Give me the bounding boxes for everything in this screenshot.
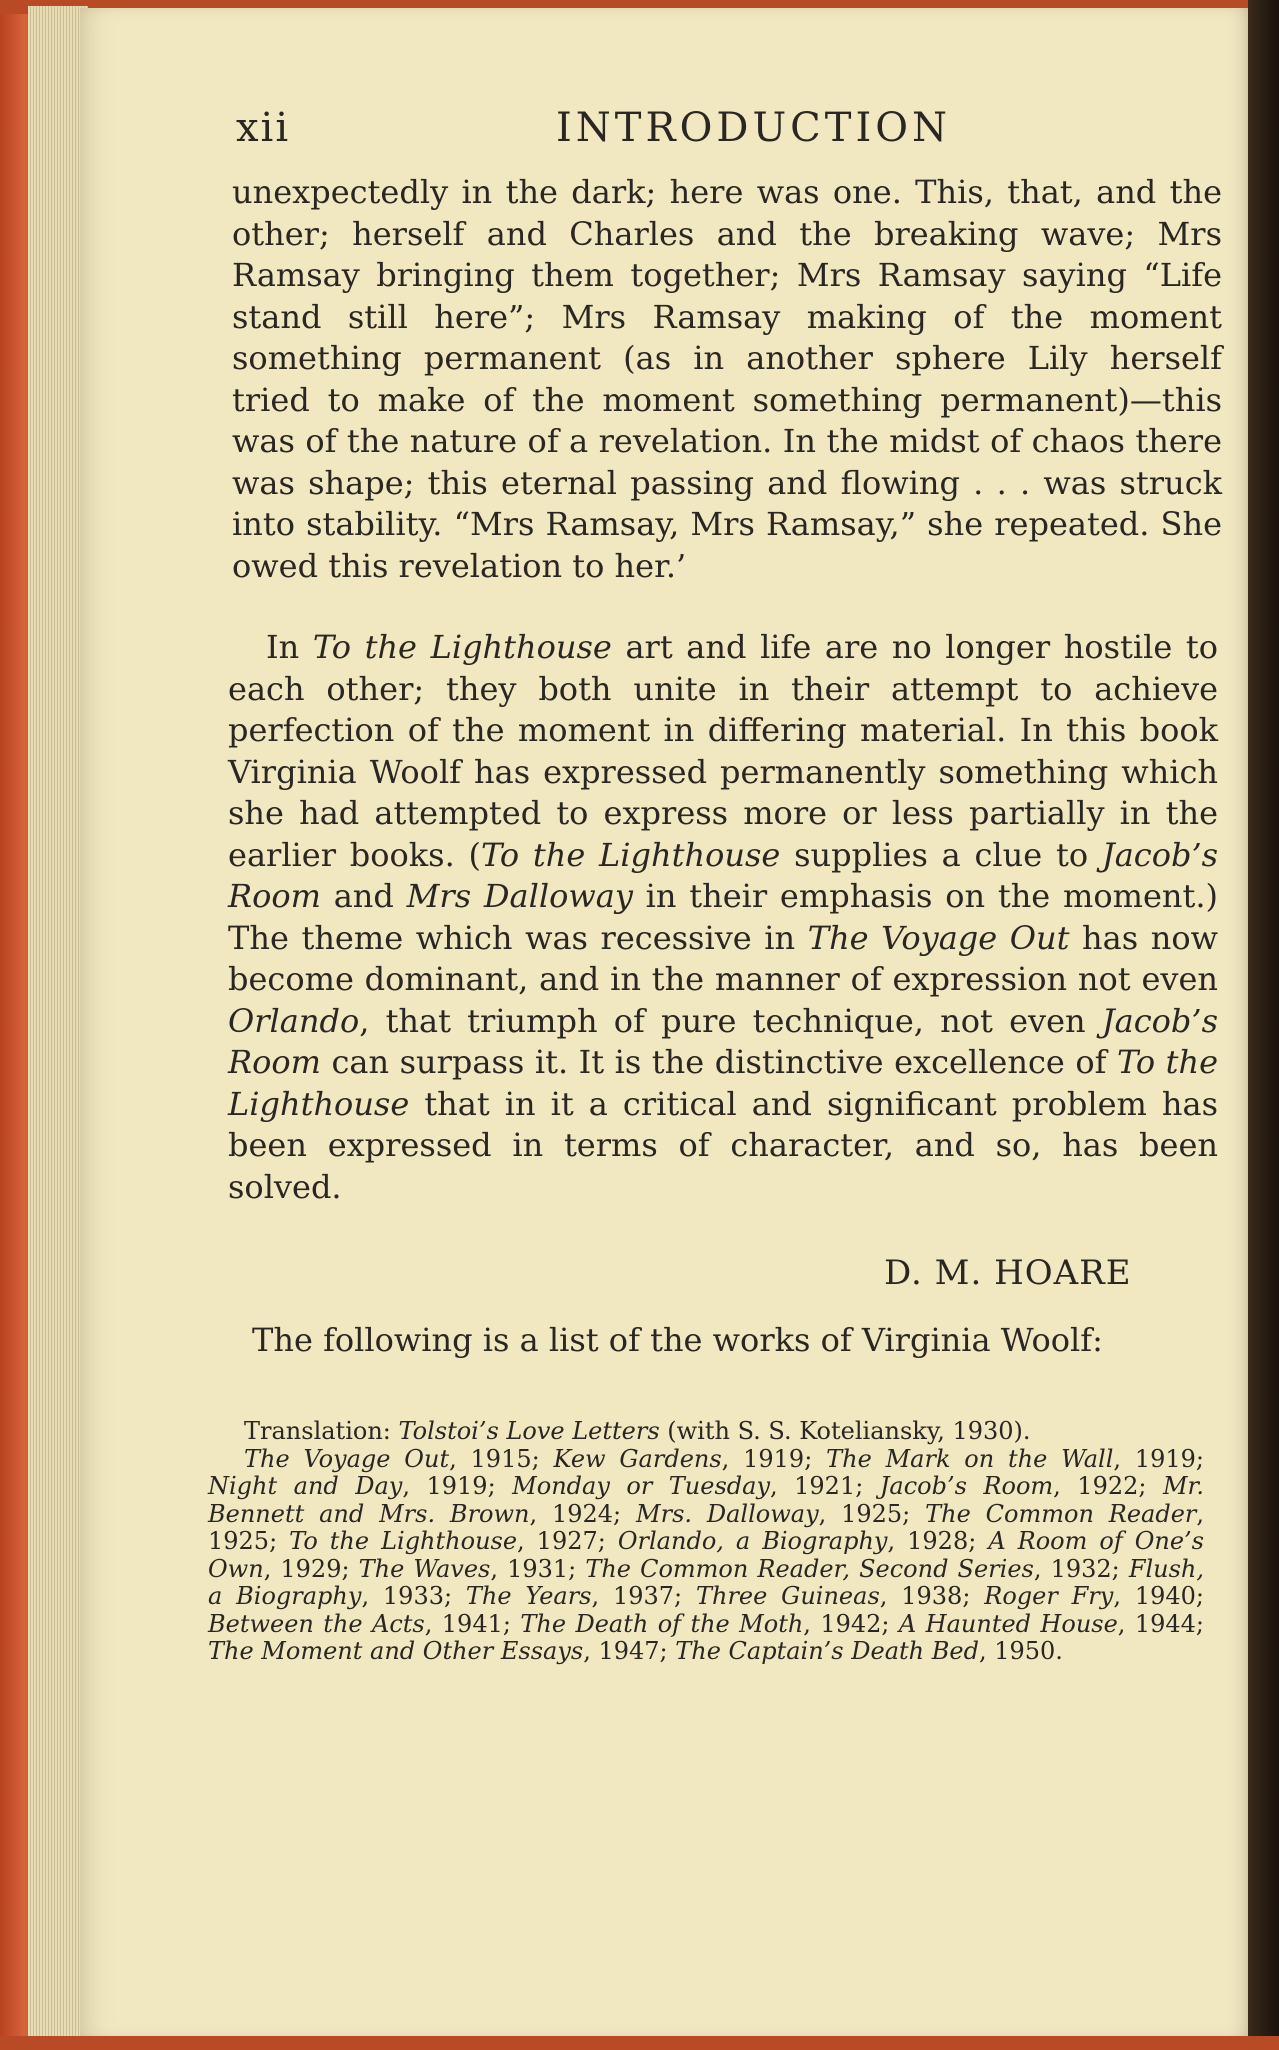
text-run: , 1947; [583,1637,676,1665]
italic-title-run: Jacob’s Room [228,1001,1218,1081]
italic-title-run: The Death of the Moth [520,1609,804,1638]
paragraph-1-text [232,172,1222,587]
author-signature: D. M. HOARE [884,1253,1132,1293]
text-run: , 1950. [978,1637,1063,1665]
page-title: INTRODUCTION [556,105,952,151]
text-run: (with S. S. Koteliansky, 1930). [659,1417,1031,1445]
italic-title-run: The Waves [358,1554,491,1583]
italic-title-run: Three Guineas [695,1582,880,1610]
text-run: can surpass it. It is the distinctive excellence of [320,1043,1117,1081]
text-run: , 1919; [402,1472,513,1500]
italic-title-run: Between the Acts [208,1609,425,1638]
works-list [208,1418,1204,1666]
italic-title-run: Jacob’s Room [879,1472,1054,1500]
text-run: , 1937; [591,1582,696,1610]
italic-title-run: To the Lighthouse [228,1043,1219,1123]
text-run: , that triumph of pure technique, not even [359,1001,1102,1040]
paragraph-2-text [228,627,1218,1208]
text-run: , 1942; [803,1609,899,1638]
text-run: , 1938; [879,1582,985,1610]
text-run: Translation: [244,1417,399,1445]
italic-title-run: Orlando, a Biography [617,1527,888,1555]
italic-title-run: The Voyage Out [807,918,1070,957]
italic-title-run: The Years [465,1582,592,1610]
text-run: and [320,877,407,915]
italic-title-run: Tolstoi’s Love Letters [398,1417,660,1445]
text-run: , 1919; [721,1444,827,1473]
italic-title-run: Roger Fry [984,1582,1114,1610]
italic-title-run: Monday or Tuesday [512,1472,771,1500]
italic-title-run: The Voyage Out [244,1444,450,1473]
text-run: , 1928; [887,1527,989,1555]
text-run: , 1925; [208,1499,1205,1555]
italic-title-run: Mr. Bennett and Mrs. Brown [208,1472,1205,1528]
text-run: , 1921; [770,1472,880,1500]
italic-title-run: Mrs Dalloway [406,877,633,915]
italic-title-run: Mrs. Dalloway [636,1499,819,1528]
italic-title-run: The Common Reader [925,1499,1197,1528]
text-run: , 1925; [818,1499,926,1528]
italic-title-run: A Room of One’s Own [208,1527,1204,1583]
works-entries [208,1446,1204,1666]
text-run: unexpectedly in the dark; here was one. This, that, and the other; herself and Charles and the breaking wave; Mrs Ramsay bringing them together; Mrs Ramsay saying “Life stand still here”; Mrs Ramsay making of the moment something permanent (as in another sphere Lily herself tried to make of the moment something permanent)—this was of the nature of a revelation. In the midst of chaos there was shape; this eternal passing and flowing . . . was struck into stability. “Mrs Ramsay, Mrs Ramsay,” she repeated. She owed this revelation to her.’ [232,173,1222,585]
italic-title-run: Flush, a Biography [208,1554,1205,1610]
italic-title-run: Orlando [228,1001,360,1040]
body-paragraph-2 [228,627,1218,1208]
italic-title-run: To the Lighthouse [312,628,612,666]
running-head [236,105,952,155]
italic-title-run: To the Lighthouse [289,1527,518,1555]
text-run: , 1927; [517,1527,618,1555]
text-run: , 1941; [424,1609,521,1638]
italic-title-run: A Haunted House [898,1609,1118,1638]
italic-title-run: Night and Day [208,1472,403,1500]
text-run: art and life are no longer hostile to each other; they both unite in their attempt to achieve perfection of the moment in differing material. In this book Virginia Woolf has expressed permanently something which she had attempted to express more or less partially in the earlier books. ( [228,628,1219,874]
italic-title-run: The Captain’s Death Bed [675,1637,979,1665]
text-run: In [266,628,313,666]
works-list-intro: The following is a list of the works of Virginia Woolf: [252,1321,1103,1359]
italic-title-run: To the Lighthouse [481,835,781,874]
book-cover-right [1248,0,1279,2050]
text-run: , 1932; [1033,1554,1129,1583]
text-run: , 1919; [1113,1444,1204,1473]
page-number: xii [236,105,291,151]
translation-entry [208,1418,1204,1446]
italic-title-run: The Mark on the Wall [826,1444,1114,1473]
page-edges [28,6,88,2040]
text-run: , 1929; [263,1554,359,1583]
text-run: has now become dominant, and in the manner of expression not even [228,918,1219,998]
book-cover-bottom [0,2036,1279,2050]
text-run: supplies a clue to [780,835,1102,874]
italic-title-run: The Common Reader, Second Series [585,1554,1034,1583]
body-paragraph-1 [232,172,1222,587]
italic-title-run: Kew Gardens [553,1444,722,1473]
text-run: , 1944; [1117,1609,1204,1638]
text-run: , 1924; [529,1499,637,1528]
text-run: that in it a critical and significant problem has been expressed in terms of character, and so, has been solved. [228,1084,1218,1206]
italic-title-run: Jacob’s Room [228,835,1219,915]
text-run: , 1933; [361,1582,466,1610]
italic-title-run: The Moment and Other Essays [208,1637,584,1665]
text-run: , 1915; [449,1444,554,1473]
text-run: , 1922; [1053,1472,1163,1500]
text-run: , 1931; [490,1554,586,1583]
text-run: , 1940; [1113,1582,1204,1610]
text-run: in their emphasis on the moment.) The theme which was recessive in [228,877,1218,957]
